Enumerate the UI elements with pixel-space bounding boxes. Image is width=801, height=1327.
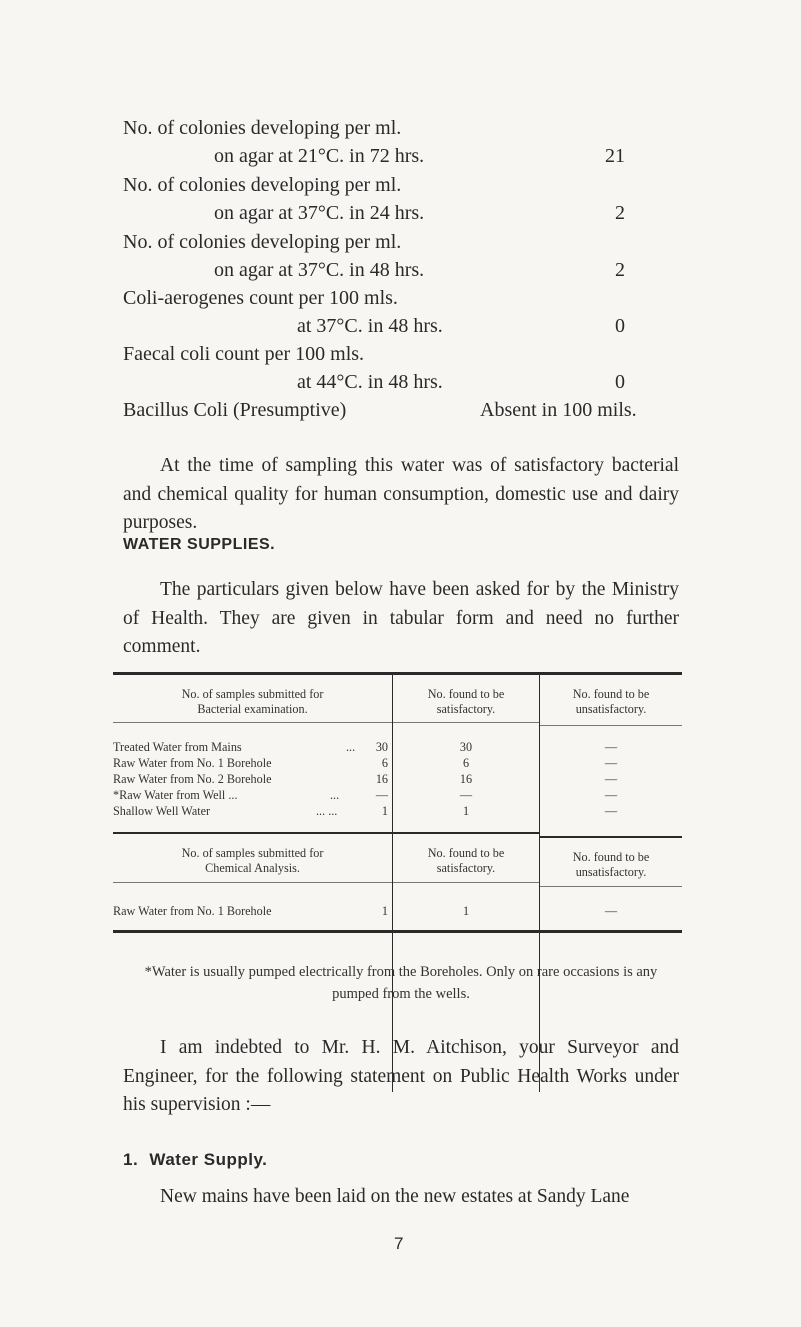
row-count: 16 bbox=[375, 772, 388, 786]
bacterial-header-col1: No. of samples submitted for Bacterial examination. bbox=[181, 687, 324, 716]
chemical-header-col2: No. found to be satisfactory. bbox=[427, 846, 505, 875]
bacterial-header-col3: No. found to be unsatisfactory. bbox=[572, 687, 650, 716]
result-1-line1: No. of colonies developing per ml. bbox=[123, 117, 402, 139]
row-dots: ... bbox=[330, 788, 340, 802]
row-unsatisfactory: — bbox=[604, 788, 618, 802]
result-1-line2: on agar at 21°C. in 72 hrs. bbox=[214, 145, 425, 167]
section-1-heading bbox=[123, 1150, 267, 1170]
result-2-line1: No. of colonies developing per ml. bbox=[123, 174, 402, 196]
section-1-title: Water Supply. bbox=[149, 1150, 268, 1169]
footnote: *Water is usually pumped electrically from the Boreholes. Only on rare occasions is any pumped from the wells. bbox=[144, 964, 658, 1002]
chemical-header-col1: No. of samples submitted for Chemical Analysis. bbox=[181, 846, 324, 875]
row-satisfactory: 6 bbox=[462, 756, 470, 770]
bacillus-label: Bacillus Coli (Presumptive) bbox=[123, 399, 347, 421]
bacterial-header-col2: No. found to be satisfactory. bbox=[427, 687, 505, 716]
row-unsatisfactory: — bbox=[604, 756, 618, 770]
result-4-line1: Coli-aerogenes count per 100 mls. bbox=[123, 287, 398, 309]
result-2-line2: on agar at 37°C. in 24 hrs. bbox=[214, 202, 425, 224]
page-number: 7 bbox=[394, 1234, 404, 1253]
result-5-line1: Faecal coli count per 100 mls. bbox=[123, 343, 365, 365]
indebted-paragraph: I am indebted to Mr. H. M. Aitchison, your Surveyor and Engineer, for the following statement on Public Health Works under his supervision :— bbox=[123, 1037, 679, 1116]
row-satisfactory: 1 bbox=[462, 904, 470, 918]
section-1-number: 1. bbox=[123, 1150, 139, 1169]
last-line: New mains have been laid on the new estates at Sandy Lane bbox=[160, 1186, 630, 1207]
result-1-value: 21 bbox=[605, 145, 625, 167]
row-satisfactory: 16 bbox=[459, 772, 473, 786]
row-count: 1 bbox=[381, 904, 388, 918]
result-5-line2: at 44°C. in 48 hrs. bbox=[297, 371, 443, 393]
row-unsatisfactory: — bbox=[604, 804, 618, 818]
row-label: Raw Water from No. 1 Borehole bbox=[113, 756, 272, 770]
row-label: Treated Water from Mains bbox=[113, 740, 242, 754]
row-count: 6 bbox=[381, 756, 388, 770]
row-satisfactory: 30 bbox=[459, 740, 473, 754]
result-2-value: 2 bbox=[615, 202, 625, 224]
row-dots: ... ... bbox=[316, 804, 338, 818]
result-4-value: 0 bbox=[615, 315, 625, 337]
row-label: *Raw Water from Well ... bbox=[113, 788, 238, 802]
result-4-line2: at 37°C. in 48 hrs. bbox=[297, 315, 443, 337]
result-3-line1: No. of colonies developing per ml. bbox=[123, 231, 402, 253]
row-label: Raw Water from No. 2 Borehole bbox=[113, 772, 272, 786]
row-satisfactory: 1 bbox=[462, 804, 470, 818]
row-count: — bbox=[375, 788, 388, 802]
summary-paragraph: At the time of sampling this water was of satisfactory bacterial and chemical quality for human consumption, domestic use and dairy purposes. bbox=[123, 455, 679, 534]
row-unsatisfactory: — bbox=[604, 904, 618, 918]
result-3-line2: on agar at 37°C. in 48 hrs. bbox=[214, 259, 425, 281]
row-count: 30 bbox=[375, 740, 388, 754]
row-unsatisfactory: — bbox=[604, 740, 618, 754]
row-label: Raw Water from No. 1 Borehole bbox=[113, 904, 272, 918]
result-5-value: 0 bbox=[615, 371, 625, 393]
water-supplies-heading: WATER SUPPLIES. bbox=[123, 536, 276, 553]
row-count: 1 bbox=[381, 804, 388, 818]
bacillus-value: Absent in 100 mils. bbox=[480, 399, 637, 421]
row-dots: ... bbox=[346, 740, 356, 754]
row-label: Shallow Well Water bbox=[113, 804, 211, 818]
chemical-header-col3: No. found to be unsatisfactory. bbox=[572, 850, 650, 879]
result-3-value: 2 bbox=[615, 259, 625, 281]
water-supplies-paragraph: The particulars given below have been asked for by the Ministry of Health. They are given in tabular form and need no further comment. bbox=[123, 579, 679, 658]
row-satisfactory: — bbox=[459, 788, 473, 802]
row-unsatisfactory: — bbox=[604, 772, 618, 786]
